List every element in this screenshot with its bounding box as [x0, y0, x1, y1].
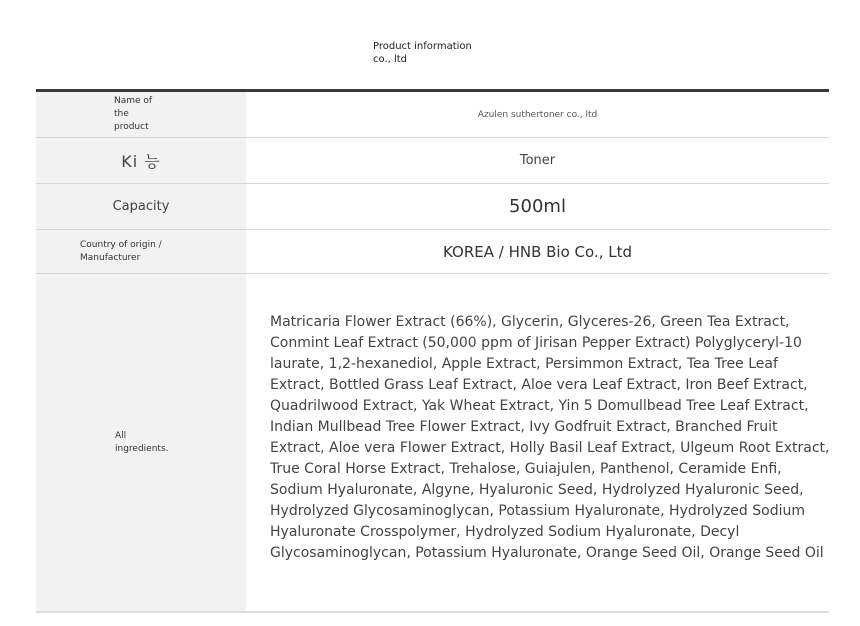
row-label: Capacity: [112, 199, 170, 214]
page-title: Product information co., ltd: [373, 41, 472, 65]
value-cell: [246, 138, 829, 183]
product-info-table: [36, 89, 829, 613]
table-row-capacity: [36, 184, 829, 230]
label-cell: [36, 274, 246, 611]
label-cell: [36, 92, 246, 137]
label-cell: [36, 184, 246, 229]
row-label: Name of the product: [114, 96, 153, 132]
table-row-product-name: [36, 92, 829, 138]
table-row-ingredients: [36, 274, 829, 613]
row-label: Country of origin / Manufacturer: [80, 239, 162, 263]
row-value: 500ml: [509, 196, 566, 217]
table-row-origin: [36, 230, 829, 274]
row-value: Toner: [519, 153, 556, 168]
row-label: All ingredients.: [115, 430, 169, 454]
value-cell: [246, 184, 829, 229]
value-cell: [246, 230, 829, 273]
row-value: Azulen suthertoner co., ltd: [477, 109, 598, 120]
row-value: KOREA / HNB Bio Co., Ltd: [443, 242, 632, 261]
label-cell: [36, 230, 246, 273]
label-cell: [36, 138, 246, 183]
value-cell: [246, 274, 835, 611]
row-label: Ki 능: [121, 152, 161, 171]
value-cell: [246, 92, 829, 137]
table-row-function: [36, 138, 829, 184]
ingredients-text: Matricaria Flower Extract (66%), Glycerin, Glyceres-26, Green Tea Extract, Conmint Leaf Extract (50,000 ppm of Jirisan Pepper Extract) Polyglyceryl-10 laurate, 1,2-hexanediol, Apple Extract, Persimmon Extract, Tea Tree Leaf Extract, Bottled Grass Leaf Extract, Aloe vera Leaf Extract, Iron Beef Extract, Quadrilwood Extract, Yak Wheat Extract, Yin 5 Domullbead Tree Leaf Extract, Indian Mullbead Tree Flower Extract, Ivy Godfruit Extract, Branched Fruit Extract, Aloe vera Flower Extract, Holly Basil Leaf Extract, Ulgeum Root Extract, True Coral Horse Extract, Trehalose, Guiajulen, Panthenol, Ceramide Enfi, Sodium Hyaluronate, Algyne, Hyaluronic Seed, Hydrolyzed Hyaluronic Seed, Hydrolyzed Glycosaminoglycan, Potassium Hyaluronate, Hydrolyzed Sodium Hyaluronate Crosspolymer, Hydrolyzed Sodium Hyaluronate, Decyl Glycosaminoglycan, Potassium Hyaluronate, Orange Seed Oil, Orange Seed Oil: [270, 314, 830, 561]
